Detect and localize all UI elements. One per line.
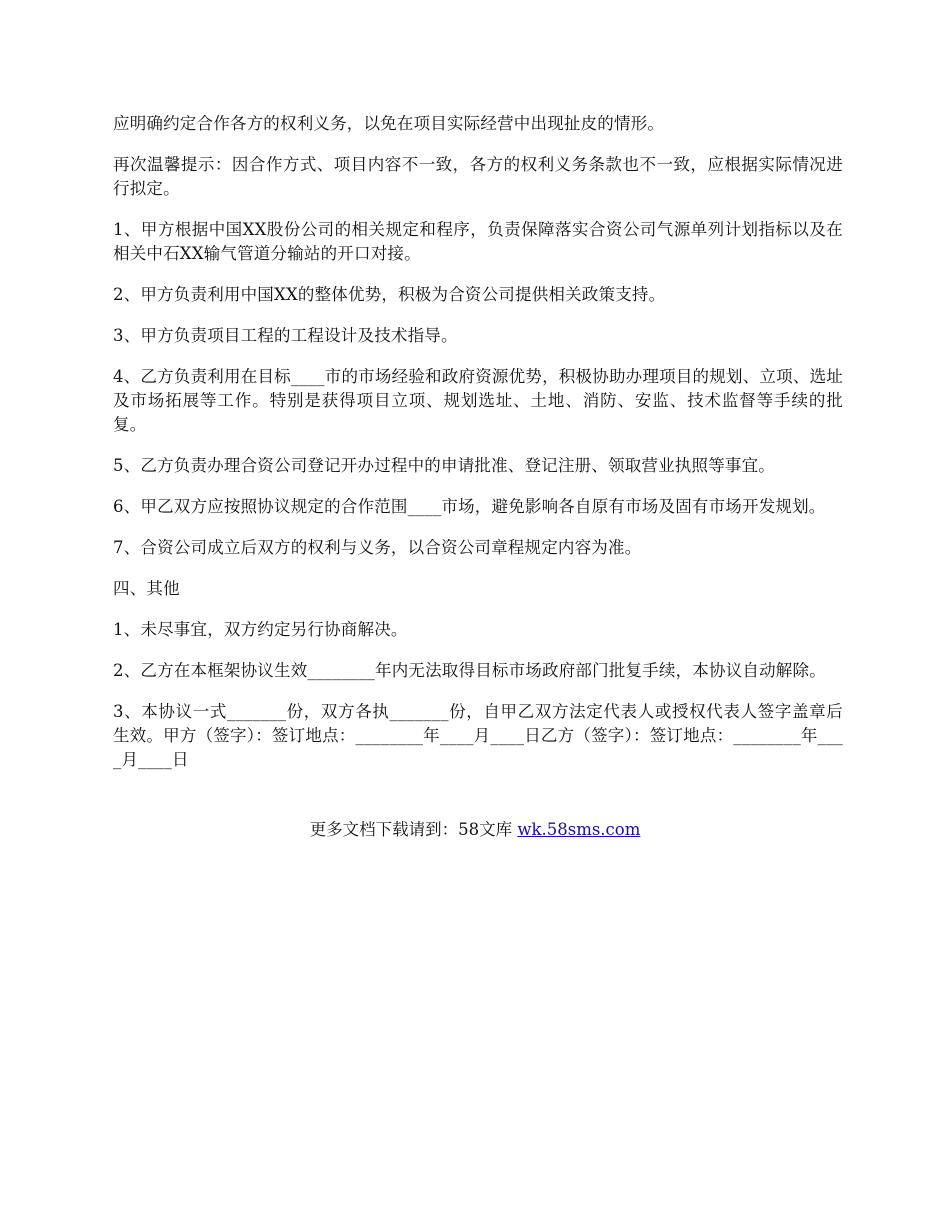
paragraph-clause-1: 1、甲方根据中国XX股份公司的相关规定和程序，负责保障落实合资公司气源单列计划指标以及在相关中石XX输气管道分输站的开口对接。 — [113, 220, 843, 263]
paragraph-other-1: 1、未尽事宜，双方约定另行协商解决。 — [113, 620, 408, 639]
document-body — [113, 112, 843, 789]
paragraph-rights-obligations: 应明确约定合作各方的权利义务，以免在项目实际经营中出现扯皮的情形。 — [113, 114, 665, 133]
download-footer — [0, 818, 950, 842]
footer-site-link[interactable]: wk.58sms.com — [517, 820, 641, 839]
paragraph-clause-7: 7、合资公司成立后双方的权利与义务，以合资公司章程规定内容为准。 — [113, 538, 642, 557]
paragraph-clause-4: 4、乙方负责利用在目标____市的市场经验和政府资源优势，积极协助办理项目的规划、立项、选址及市场拓展等工作。特别是获得项目立项、规划选址、土地、消防、安监、技术监督等手续的批复。 — [113, 367, 843, 434]
paragraph-clause-3: 3、甲方负责项目工程的工程设计及技术指导。 — [113, 326, 458, 345]
paragraph-clause-6: 6、甲乙双方应按照协议规定的合作范围____市场，避免影响各自原有市场及固有市场开发规划。 — [113, 497, 826, 516]
footer-prefix-text: 更多文档下载请到：58文库 — [309, 820, 513, 839]
paragraph-clause-5: 5、乙方负责办理合资公司登记开办过程中的申请批准、登记注册、领取营业执照等事宜。 — [113, 456, 775, 475]
paragraph-other-3-signature: 3、本协议一式_______份，双方各执_______份，自甲乙双方法定代表人或授权代表人签字盖章后生效。甲方（签字）：签订地点：________年____月____日乙方（签字）：签订地点：________年____月____日 — [113, 702, 843, 769]
paragraph-clause-2: 2、甲方负责利用中国XX的整体优势，积极为合资公司提供相关政策支持。 — [113, 285, 666, 304]
section-heading-other: 四、其他 — [113, 579, 180, 598]
paragraph-other-2: 2、乙方在本框架协议生效________年内无法取得目标市场政府部门批复手续，本协议自动解除。 — [113, 661, 826, 680]
paragraph-warm-reminder: 再次温馨提示：因合作方式、项目内容不一致，各方的权利义务条款也不一致，应根据实际情况进行拟定。 — [113, 155, 843, 198]
